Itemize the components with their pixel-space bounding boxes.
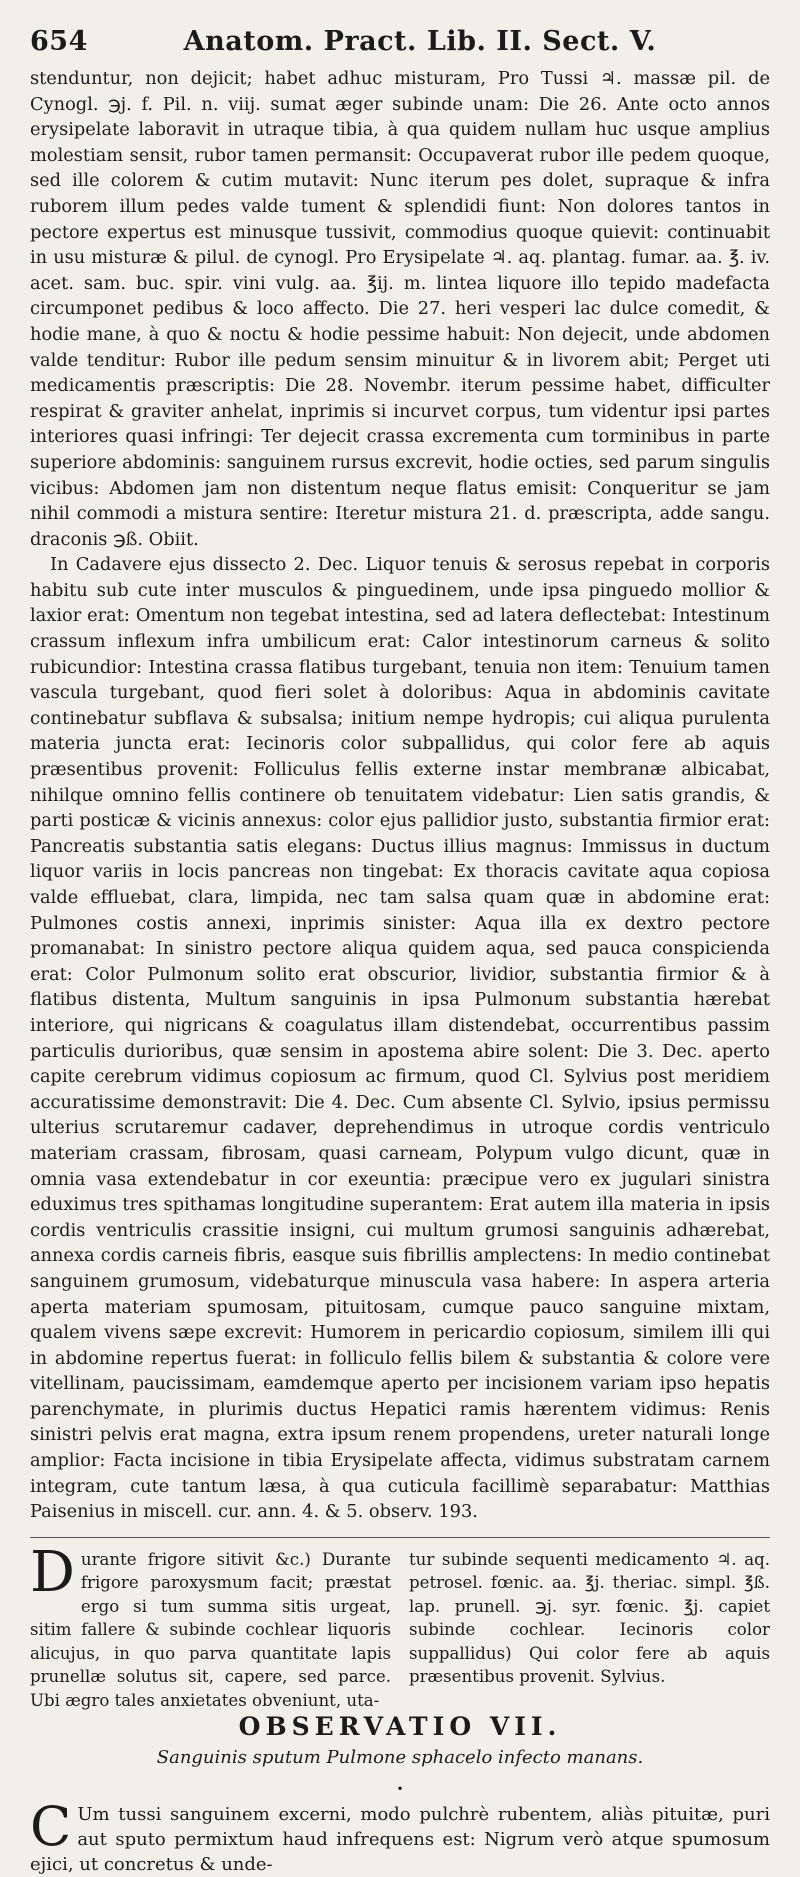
main-text	[30, 66, 770, 1525]
observation-drop-cap: C	[30, 1794, 72, 1858]
running-head-title: Anatom. Pract. Lib. II. Sect. V.	[183, 26, 657, 57]
ornament-dot: •	[396, 1781, 404, 1796]
case-history-paragraph: stenduntur, non dejicit; habet adhuc misturam, Pro Tussi ♃. massæ pil. de Cynogl. ℈j. f. Pil. n. viij. sumat æger subinde unam: Die 26. Ante octo annos erysipelate laboravit in utraque tibia, à qua quidem nullam huc usque amplius molestiam sensit, rubor tamen permansit: Occupaverat rubor ille pedem quoque, sed ille colorem & cutim mutavit: Nunc iterum pes dolet, supraque & infra ruborem illum pedes valde tument & splendidi fiunt: Non dolores tantos in pectore expertus est minusque tussivit, commodius quoque quievit: continuabit in usu misturæ & pilul. de cynogl. Pro Erysipelate ♃. aq. plantag. fumar. aa. ℥. iv. acet. sam. buc. spir. vini vulg. aa. ℥ij. m. lintea liquore illo tepido madefacta circumponet pedibus & loco affecto. Die 27. heri vesperi lac dulce comedit, & hodie mane, à quo & noctu & hodie pessime habuit: Non dejecit, unde abdomen valde tenditur: Rubor ille pedum sensim minuitur & in livorem abit; Perget uti medicamentis præscriptis: Die 28. Novembr. iterum pessime habet, difficulter respirat & graviter anhelat, inprimis si incurvet corpus, tum videntur ipsi partes interiores quasi infringi: Ter dejecit crassa excrementa cum torminibus in parte superiore abdominis: sanguinem rursus excrevit, hodie octies, sed parum singulis vicibus: Abdomen jam non distentum neque flatus emisit: Conqueritur se jam nihil commodi a mistura sentire: Iteretur mistura 21. d. præscripta, adde sangu. draconis ℈ß. Obiit.	[30, 68, 770, 550]
commentary-block	[30, 1539, 770, 1710]
observation-subtitle: Sanguinis sputum Pulmone sphacelo infecto manans.	[156, 1746, 644, 1768]
commentary-right-column	[409, 1548, 770, 1688]
observation-text: Um tussi sanguinem excerni, modo pulchrè rubentem, aliàs pituitæ, puri aut sputo permixtum haud infrequens est: Nigrum verò atque spumosum ejici, ut concretus & unde-	[30, 1803, 770, 1875]
running-head	[30, 26, 770, 66]
observation-text-block	[30, 1794, 770, 1877]
commentary-left-text: urante frigore sitivit &c.) Durante frigore paroxysmum facit; præstat ergo si tum summa sitis urgeat, sitim fallere & subinde cochlear liquoris alicujus, in quo parva quantitate lapis prunellæ solutus sit, capere, sed parce. Ubi ægro tales anxietates obveniunt, uta-	[30, 1549, 391, 1710]
commentary-right-text: tur subinde sequenti medicamento ♃. aq. petrosel. fœnic. aa. ℥j. theriac. simpl. ℥ß. lap. prunell. ℈j. syr. fœnic. ℥j. capiet subinde cochlear. Iecinoris color suppallidus) Qui color fere ab aquis præsentibus provenit. Sylvius.	[409, 1549, 770, 1687]
commentary-left-column	[30, 1539, 391, 1710]
commentary-drop-cap: D	[30, 1539, 75, 1605]
page-number: 654	[30, 26, 88, 57]
autopsy-paragraph: In Cadavere ejus dissecto 2. Dec. Liquor tenuis & serosus repebat in corporis habitu sub cute inter musculos & pinguedinem, unde ipsa pinguedo mollior & laxior erat: Omentum non tegebat intestina, sed ad latera deflectebat: Intestinum crassum inflexum infra umbilicum erat: Calor intestinorum carneus & solito rubicundior: Intestina crassa flatibus turgebant, tenuia non item: Tenuium tamen vascula turgebant, quod fieri solet à doloribus: Aqua in abdominis cavitate continebatur subflava & subsalsa; initium nempe hydropis; cui aliqua purulenta materia juncta erat: Iecinoris color subpallidus, qui color fere ab aquis præsentibus provenit: Folliculus fellis externe instar membranæ albicabat, nihilque omnino fellis continere ob tenuitatem videbatur: Lien satis grandis, & parti posticæ & vicinis annexus: color ejus pallidior justo, substantia firmior erat: Pancreatis substantia satis elegans: Ductus illius magnus: Immissus in ductum liquor variis in locis pancreas non tingebat: Ex thoracis cavitate aqua copiosa valde effluebat, clara, limpida, nec tam salsa quam quæ in abdomine erat: Pulmones costis annexi, inprimis sinister: Aqua illa ex dextro pectore promanabat: In sinistro pectore aliqua quidem aqua, sed pauca conspicienda erat: Color Pulmonum solito erat obscurior, lividior, substantia firmior & à flatibus distenta, Multum sanguinis in ipsa Pulmonum substantia hærebat interiore, qui nigricans & coagulatus illam distendebat, occurrentibus passim particulis durioribus, quæ sensim in apostema abire solent: Die 3. Dec. aperto capite cerebrum vidimus copiosum ac firmum, quod Cl. Sylvius post meridiem accuratissime demonstravit: Die 4. Dec. Cum absente Cl. Sylvio, ipsius permissu ulterius scrutaremur cadaver, deprehendimus in utroque cordis ventriculo materiam crassam, fibrosam, quasi carneam, Polypum vulgo dicunt, quæ in omnia vasa extendebatur in cor exeuntia: præcipue vero ex jugulari sinistra eduximus tres spithamas longitudine superantem: Erat autem illa materia in ipsis cordis ventriculis crassitie insigni, cui multum grumosi sanguinis adhærebat, annexa cordis carneis fibris, easque suis fibrillis amplectens: In medio continebat sanguinem grumosum, videbaturque minuscula vasa habere: In aspera arteria aperta materiam spumosam, pituitosam, cumque pauco sanguine mixtam, qualem vivens sæpe excrevit: Humorem in pericardio copiosum, similem illi qui in abdomine repertus fuerat: in folliculo fellis bilem & substantia & colore vere vitellinam, paucissimam, eamdemque aperto per incisionem variam ipso hepatis parenchymate, in plurimis ductus Hepatici ramis hærentem vidimus: Renis sinistri pelvis erat magna, extra ipsum renem propendens, ureter naturali longe amplior: Facta incisione in tibia Erysipelate affecta, vidimus substratam carnem integram, cute tantum læsa, à qua cuticula facillimè separabatur: Matthias Paisenius in miscell. cur. ann. 4. & 5. observ. 193.	[30, 554, 770, 1523]
section-divider	[30, 1537, 770, 1538]
observation-heading: OBSERVATIO VII.	[238, 1711, 562, 1741]
